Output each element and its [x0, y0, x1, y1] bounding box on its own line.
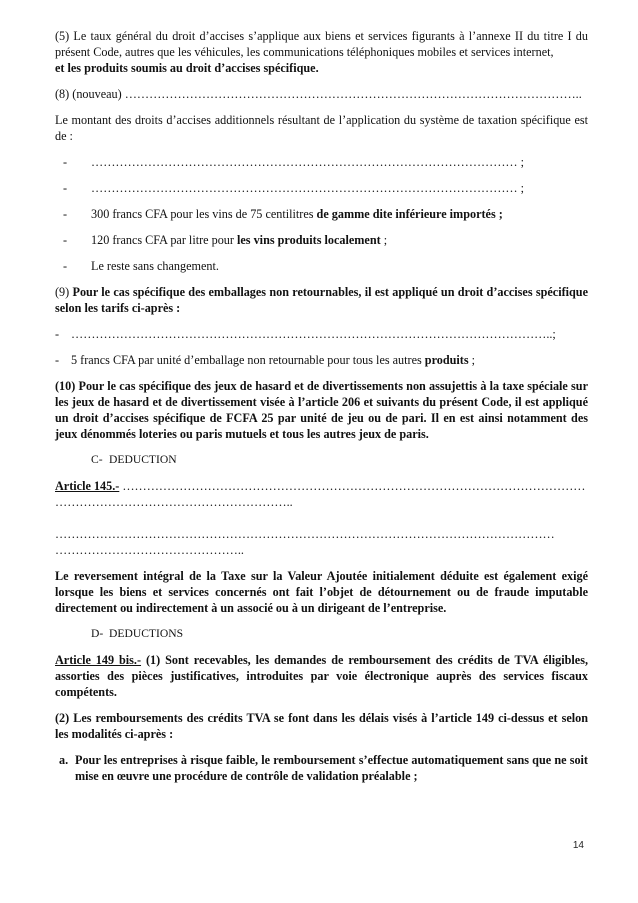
article-149-bis-label: Article 149 bis.- — [55, 653, 142, 667]
article-145: Article 145.- …………………………………………………………………………………………………… ………………………………………………….. — [55, 479, 586, 509]
article-149-bis-2: (2) Les remboursements des crédits TVA se font dans les délais visés à l’article 149 ci-dessus et selon les modalités ci-après : — [55, 711, 588, 741]
article-149-bis: Article 149 bis.- (1) Sont recevables, les demandes de remboursement des crédits de TVA éligibles, assorties des pièces justificatives, introduites par voie électronique auprès des services fiscaux compétents. — [55, 653, 588, 699]
paragraph-8: (8) (nouveau) ………………………………………………………………………………………………….. — [55, 87, 582, 101]
paragraph-9: (9) Pour le cas spécifique des emballages non retournables, il est appliqué un droit d’accises spécifique selon les tarifs ci-après : — [55, 285, 588, 315]
list-item: - 5 francs CFA par unité d’emballage non retournable pour tous les autres produits ; — [55, 353, 476, 367]
list-item: - …………………………………………………………………………………………… ; — [63, 181, 524, 195]
section-heading-c: C- DEDUCTION — [91, 453, 177, 466]
paragraph-5 — [55, 28, 588, 76]
list-item-a: a. Pour les entreprises à risque faible, le remboursement s’effectue automatiquement sans que ne soit mise en œuvre une procédure de contrôle de validation préalable ; — [59, 753, 588, 783]
paragraph-5-bold: et les produits soumis au droit d’accises spécifique. — [55, 61, 319, 75]
section-heading-d: D- DEDUCTIONS — [91, 627, 184, 640]
article-145-label: Article 145.- — [55, 479, 120, 493]
list-item: - 300 francs CFA pour les vins de 75 centilitres de gamme dite inférieure importés ; — [63, 207, 503, 221]
paragraph-montant: Le montant des droits d’accises additionnels résultant de l’application du système de taxation spécifique est de : — [55, 113, 588, 143]
list-item: - ………………………………………………………………………………………………………..; — [55, 327, 556, 341]
list-item: - …………………………………………………………………………………………… ; — [63, 155, 524, 169]
list-emballages — [55, 326, 588, 368]
list-item: - Le reste sans changement. — [63, 259, 219, 273]
page-number: 14 — [572, 840, 584, 851]
article-145-dots: …………………………………………………………………………………………………………… ……………………………………….. — [55, 527, 555, 557]
list-item: - 120 francs CFA par litre pour les vins produits localement ; — [63, 233, 388, 247]
document-page — [55, 28, 588, 784]
article-145-reversement: Le reversement intégral de la Taxe sur la Valeur Ajoutée initialement déduite est également exigé lorsque les biens et services concernés ont fait l’objet de détournement ou de fraude imputable directement ou indirectement à un associé ou à un dirigeant de l’entreprise. — [55, 569, 588, 615]
paragraph-10: (10) Pour le cas spécifique des jeux de hasard et de divertissements non assujettis à la taxe spéciale sur les jeux de hasard et de divertissement visée à l’article 206 et suivants du présent Code, il est appliqué un droit d’accises spécifique de FCFA 25 par unité de jeu ou de pari. Il en est ainsi notamment des jeux dénommés loteries ou paris mutuels et tous les autres jeux de paris. — [55, 379, 588, 441]
list-taxation — [55, 154, 588, 274]
paragraph-5-text: (5) Le taux général du droit d’accises s’applique aux biens et services figurants à l’annexe II du titre I du présent Code, autres que les véhicules, les communications téléphoniques mobiles et services internet, — [55, 29, 588, 59]
